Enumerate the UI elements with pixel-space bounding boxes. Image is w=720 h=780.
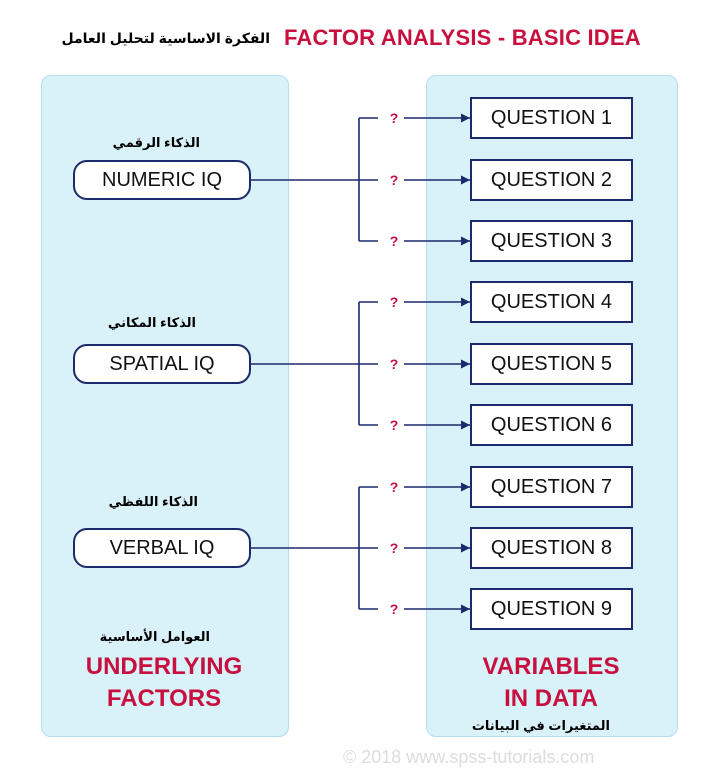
link-mark-5: ? — [389, 356, 399, 372]
underlying-factors-line-1: UNDERLYING — [85, 653, 243, 680]
question-7-box: QUESTION 7 — [470, 466, 633, 508]
question-8-box: QUESTION 8 — [470, 527, 633, 569]
variables-in-data-line-2: IN DATA — [504, 685, 598, 712]
variables-in-data-label — [426, 651, 676, 715]
link-mark-9: ? — [389, 601, 399, 617]
factor-spatial-iq: SPATIAL IQ — [73, 344, 251, 384]
underlying-factors-label — [41, 651, 287, 715]
question-4-box: QUESTION 4 — [470, 281, 633, 323]
link-mark-3: ? — [389, 233, 399, 249]
link-mark-1: ? — [389, 110, 399, 126]
underlying-factors-line-2: FACTORS — [106, 685, 222, 712]
factor-numeric-iq: NUMERIC IQ — [73, 160, 251, 200]
variables-arabic-caption: المتغيرات في البيانات — [471, 718, 610, 733]
copyright-notice: © 2018 www.spss-tutorials.com — [343, 747, 595, 767]
page-title: FACTOR ANALYSIS - BASIC IDEA — [284, 25, 641, 50]
link-mark-6: ? — [389, 417, 399, 433]
question-9-box: QUESTION 9 — [470, 588, 633, 630]
factor-2-arabic-label: الذكاء المكاني — [107, 315, 196, 330]
underlying-factors-arabic-caption: العوامل الأساسية — [99, 629, 210, 644]
link-mark-8: ? — [389, 540, 399, 556]
factor-verbal-iq: VERBAL IQ — [73, 528, 251, 568]
question-1-box: QUESTION 1 — [470, 97, 633, 139]
factor-1-arabic-label: الذكاء الرقمي — [112, 135, 200, 150]
link-mark-7: ? — [389, 479, 399, 495]
question-3-box: QUESTION 3 — [470, 220, 633, 262]
question-2-box: QUESTION 2 — [470, 159, 633, 201]
link-mark-4: ? — [389, 294, 399, 310]
link-mark-2: ? — [389, 172, 399, 188]
factor-3-arabic-label: الذكاء اللفظي — [108, 494, 198, 509]
question-6-box: QUESTION 6 — [470, 404, 633, 446]
variables-in-data-line-1: VARIABLES — [482, 653, 620, 680]
title-arabic: الفكرة الاساسية لتحليل العامل — [61, 30, 270, 46]
question-5-box: QUESTION 5 — [470, 343, 633, 385]
